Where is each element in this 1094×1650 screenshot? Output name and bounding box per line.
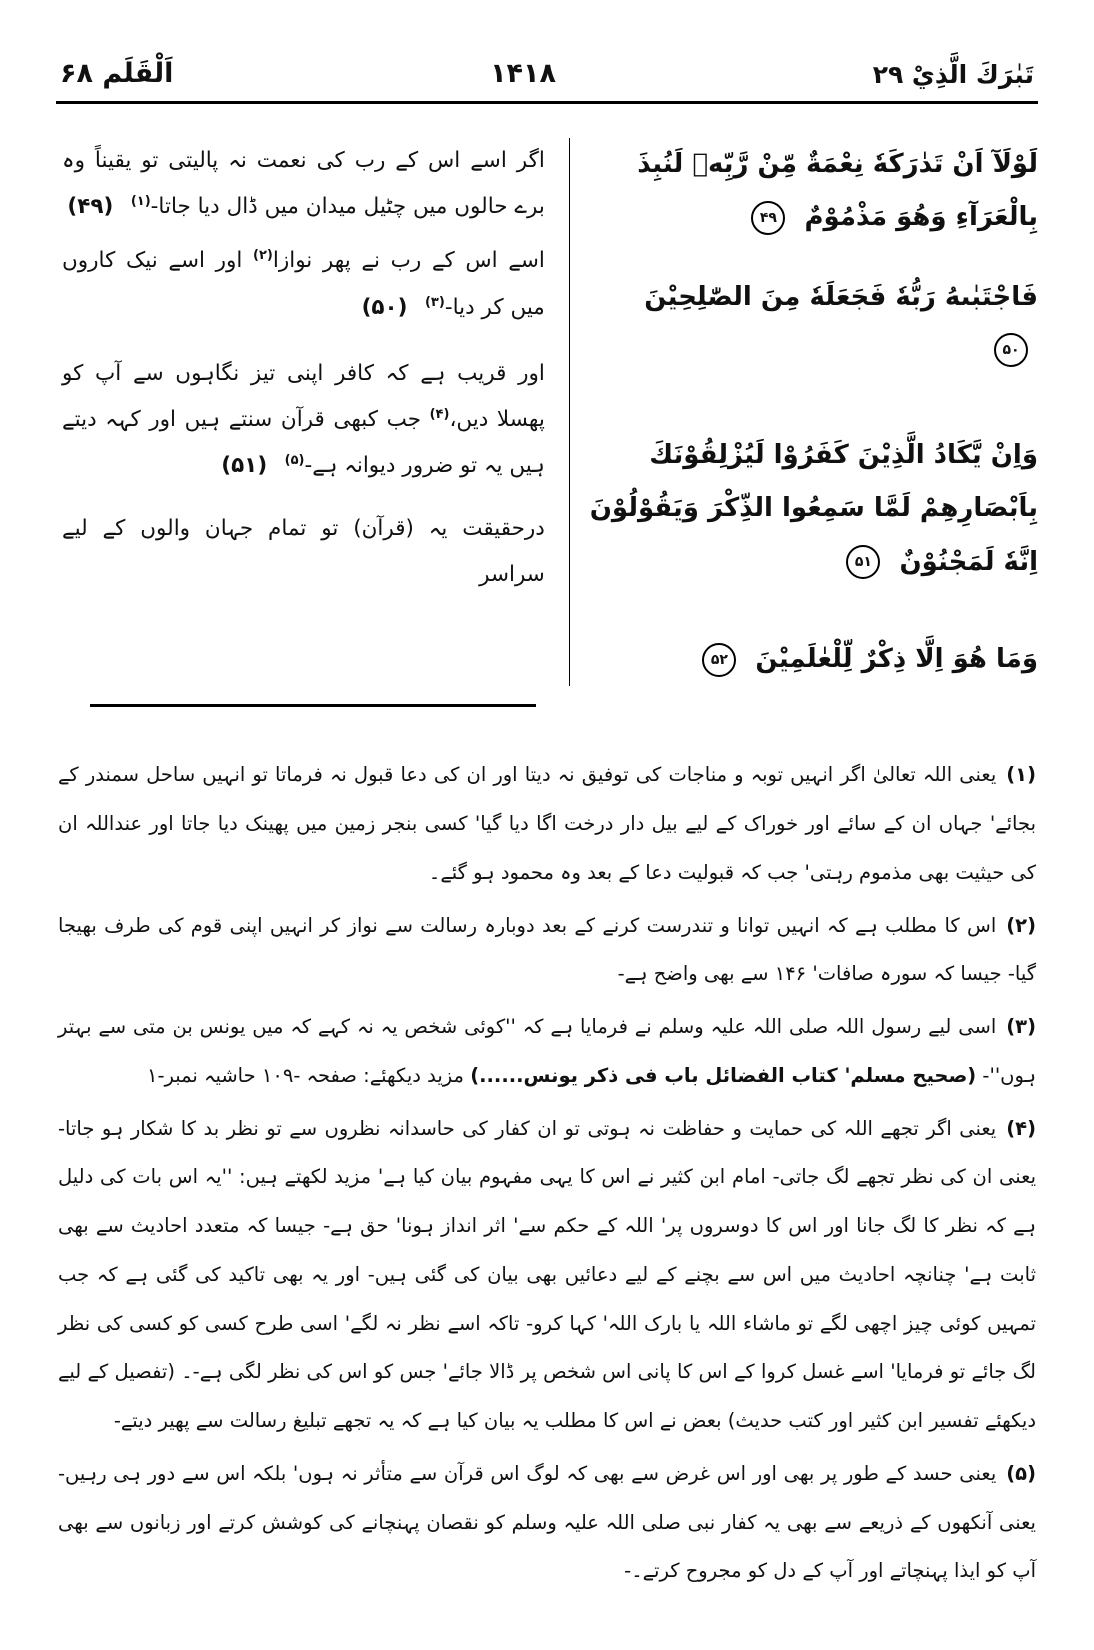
arabic-verse-50 [584, 271, 1038, 378]
footnote-2-number: (۲) [1006, 913, 1036, 937]
arabic-verses-column [570, 138, 1038, 686]
footnote-marker-5: (۵) [284, 453, 305, 469]
translation-50-text-b: اور اسے نیک کاروں میں کر دیا- [62, 248, 545, 320]
juz-title: تَبٰرَكَ الَّذِيْ ۲۹ [872, 60, 1034, 89]
translation-verse-51 [62, 351, 545, 490]
translation-52-text: درحقیقت یہ (قرآن) تو تمام جہان والوں کے لیے سراسر [62, 515, 545, 587]
translation-verse-49 [62, 138, 545, 230]
arabic-verse-52-text: وَمَا هُوَ اِلَّا ذِكْرٌ لِّلْعٰلَمِيْنَ [755, 644, 1038, 675]
footnote-3 [58, 1003, 1036, 1101]
column-divider-rule [569, 138, 570, 686]
footnote-marker-1: (۱) [130, 194, 151, 210]
translation-verse-50 [62, 238, 545, 330]
footnote-5-text: یعنی حسد کے طور پر بھی اور اس غرض سے بھی کہ لوگ اس قرآن سے متأثر نہ ہوں' بلکہ اس سے دور ہی رہیں- یعنی آنکھوں کے ذریعے سے بھی یہ کفار نبی صلی اللہ علیہ وسلم کو نقصان پہنچانے کی کوشش کرتے اور زبانوں سے بھی آپ کو ایذا پہنچاتے اور آپ کے دل کو مجروح کرتے۔- [58, 1461, 1036, 1583]
header-divider-rule [56, 101, 1038, 104]
footnote-1-number: (۱) [1006, 763, 1036, 787]
verse-49-number-circle: ۴۹ [751, 201, 785, 235]
footnote-4 [58, 1105, 1036, 1446]
footnote-3-number: (۳) [1006, 1015, 1036, 1039]
verse-49-ref: (۴۹) [67, 194, 121, 220]
translation-50-text-a: اسے اس کے رب نے پھر نوازا [272, 248, 545, 274]
footnotes-section [56, 751, 1038, 1596]
translation-51-text-b: جب کبھی قرآن سنتے ہیں اور کہہ دیتے ہیں یہ تو ضرور دیوانہ ہے- [62, 407, 545, 479]
page-header [56, 58, 1038, 89]
arabic-verse-52 [584, 633, 1038, 686]
footnote-marker-2: (۲) [253, 248, 273, 264]
footnote-5-number: (۵) [1006, 1461, 1036, 1485]
verse-51-ref: (۵۱) [221, 453, 275, 479]
footnote-5 [58, 1450, 1036, 1596]
translation-51-text-a: اور قریب ہے کہ کافر اپنی تیز نگاہوں سے آپ کو پھسلا دیں، [62, 360, 545, 433]
footnote-3-text-b: مزید دیکھئے: صفحہ -۱۰۹ حاشیہ نمبر-۱ [146, 1063, 471, 1087]
footnote-marker-4: (۴) [429, 406, 450, 422]
footnote-2-text: اس کا مطلب ہے کہ انہیں توانا و تندرست کرنے کے بعد دوبارہ رسالت سے نواز کر انہیں اپنی قوم کی طرف بھیجا گیا- جیسا کہ سورہ صافات' ۱۴۶ سے بھی واضح ہے- [58, 913, 1036, 986]
verse-51-number-circle: ۵۱ [846, 545, 880, 579]
footnote-2 [58, 902, 1036, 1000]
footnote-1 [58, 751, 1036, 897]
arabic-verse-49-text: لَوْلَآ اَنْ تَدٰرَكَهٗ نِعْمَةٌ مِّنْ رَّبِّهٖ لَنُبِذَ بِالْعَرَآءِ وَهُوَ مَذْمُوْمٌ [637, 149, 1038, 233]
footnote-3-text-a: اسی لیے رسول اللہ صلی اللہ علیہ وسلم نے فرمایا ہے کہ ''کوئی شخص یہ نہ کہے کہ میں یونس بن متی سے بہتر ہوں''- [58, 1015, 1036, 1087]
arabic-verse-50-text: فَاجْتَبٰىهُ رَبُّهٗ فَجَعَلَهٗ مِنَ الصّٰلِحِيْنَ [644, 281, 1038, 312]
translation-49-text: اگر اسے اس کے رب کی نعمت نہ پالیتی تو یقیناً وہ برے حالوں میں چٹیل میدان میں ڈال دیا جاتا- [62, 148, 545, 220]
footnote-1-text: یعنی اللہ تعالیٰ اگر انہیں توبہ و مناجات کی توفیق نہ دیتا اور ان کی دعا قبول نہ فرماتا تو انہیں ساحل سمندر کے بجائے' جہاں ان کے سائے اور خوراک کے لیے بیل دار درخت اگا دیا گیا' کسی بنجر زمین میں پھینک دیا جاتا اور عنداللہ ان کی حیثیت بھی مذموم رہتی' جب کہ قبولیت دعا کے بعد وہ محمود ہو گئے۔ [58, 763, 1036, 884]
translation-verse-52 [62, 506, 545, 598]
surah-title: اَلْقَلَم ۶۸ [60, 58, 174, 89]
footnote-4-number: (۴) [1006, 1116, 1036, 1140]
verse-52-number-circle: ۵۲ [702, 643, 736, 677]
footnote-4-text: یعنی اگر تجھے اللہ کی حمایت و حفاظت نہ ہوتی تو ان کفار کی حاسدانہ نظروں سے تو نظر بد کا شکار ہو جاتا- یعنی ان کی نظر تجھے لگ جاتی- امام ابن کثیر نے اس کا یہی مفہوم بیان کیا ہے' مزید لکھتے ہیں: ''یہ اس بات کی دلیل ہے کہ نظر کا لگ جانا اور اس کا دوسروں پر' اللہ کے حکم سے' اثر انداز ہونا' حق ہے- جیسا کہ متعدد احادیث سے بھی ثابت ہے' چنانچہ احادیث میں اس سے بچنے کے لیے دعائیں بھی بیان کی گئی ہیں- اور یہ بھی تاکید کی گئی ہے کہ جب تمہیں کوئی چیز اچھی لگے تو ماشاء اللہ یا بارک اللہ' کہا کرو- تاکہ اسے نظر نہ لگے' اسی طرح کسی کو کسی کی نظر لگ جائے تو فرمایا' اسے غسل کروا کے اس کا پانی اس شخص پر ڈالا جائے' جس کو اس کی نظر لگی ہے-۔ (تفصیل کے لیے دیکھئے تفسیر ابن کثیر اور کتب حدیث) بعض نے اس کا مطلب یہ بیان کیا ہے کہ یہ تجھے تبلیغ رسالت سے پھیر دیتے- [58, 1116, 1036, 1433]
verse-50-ref: (۵۰) [361, 294, 415, 320]
translation-end-rule [90, 704, 536, 707]
footnote-3-citation: (صحیح مسلم' کتاب الفضائل باب فی ذکر یونس......) [470, 1063, 977, 1087]
verse-50-number-circle: ۵۰ [994, 333, 1028, 367]
footnote-marker-3: (۳) [424, 294, 445, 310]
arabic-verse-49 [584, 138, 1038, 245]
verses-section [56, 138, 1038, 686]
arabic-verse-51 [584, 429, 1038, 589]
urdu-translation-column [56, 138, 569, 686]
page-number: ۱۴۱۸ [490, 58, 556, 89]
arabic-verse-51-text: وَاِنْ يَّكَادُ الَّذِيْنَ كَفَرُوْا لَيُزْلِقُوْنَكَ بِاَبْصَارِهِمْ لَمَّا سَمِعُوا الذِّكْرَ وَيَقُوْلُوْنَ اِنَّهٗ لَمَجْنُوْنٌ [589, 440, 1038, 577]
